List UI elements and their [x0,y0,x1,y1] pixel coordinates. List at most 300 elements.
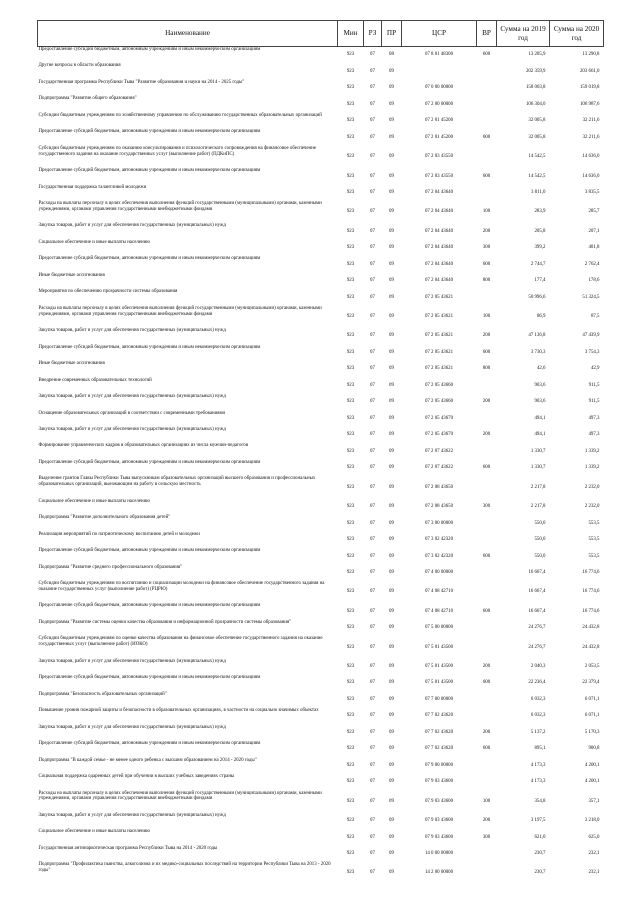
row-csr: 07 2 05 43660 [424,382,454,388]
row-min: 923 [346,589,355,595]
row-vr [477,862,497,884]
row-sum-2020: 16 774,6 [582,570,600,575]
header-pr: ПР [382,21,402,47]
row-min: 923 [346,608,355,614]
row-pr: 09 [389,589,394,595]
row-pr: 09 [389,504,394,510]
row-rz: 07 [370,278,375,284]
row-csr: 07 5 01 43500 [424,644,454,650]
row-pr: 09 [389,537,394,543]
row-pr: 09 [389,663,394,669]
row-sum-2020: 4 200,1 [584,779,600,785]
row-min: 923 [346,696,355,702]
row-csr: 07 2 05 43621 [424,366,454,372]
row-sum-2020: 1 339,2 [584,465,600,471]
row-rz: 07 [370,190,375,195]
row-pr: 09 [389,209,394,215]
row-sum-2020: 3 218,0 [584,818,600,824]
row-rz: 07 [370,746,375,752]
table-row [38,741,604,757]
row-csr: 07 2 01 45200 [424,118,454,124]
row-name: Расходы на выплаты персоналу в целях обеспечения выполнения функций государственными (муниципальными) органами, казенными учреждениями, органами управления государственными внебюджетными фондами [38,305,322,317]
row-min: 923 [346,484,355,490]
row-csr: 14 0 00 00000 [424,851,454,857]
row-sum-2020: 207,1 [588,228,600,234]
row-name: Субсидии бюджетным учреждениям по оценке качества образования на финансовое обеспечение государственного задания на оказание государственных услуг (выполнение работ) (ИОКО) [38,636,323,648]
table-body [38,47,604,885]
row-name: Закупка товаров, работ и услуг для обеспечения государственных (муниципальных) нужд [38,328,226,334]
row-pr: 09 [389,190,394,195]
row-vr [477,289,497,305]
row-sum-2019: 230,7 [534,851,546,857]
row-vr [477,581,497,603]
row-pr: 09 [389,118,394,124]
row-csr: 07 7 02 43620 [424,729,454,735]
row-sum-2019: 16 667,4 [528,589,546,595]
row-sum-2020: 357,1 [588,798,600,804]
row-name: Закупка товаров, работ и услуг для обеспечения государственных (муниципальных) нужд [38,658,226,664]
row-sum-2019: 16 667,4 [528,570,546,575]
row-pr: 09 [389,399,394,405]
row-sum-2019: 621,0 [534,834,546,840]
row-vr: 600 [482,134,491,140]
row-min: 923 [346,465,355,471]
row-pr: 09 [389,154,394,160]
row-min: 923 [346,644,355,650]
row-min: 923 [346,382,355,388]
row-sum-2019: 24 276,7 [528,625,546,631]
header-name: Наименование [38,21,338,47]
table-row [38,273,604,289]
row-min: 923 [346,834,355,840]
row-pr: 09 [389,85,394,91]
row-sum-2019: 32 005,8 [528,134,546,140]
row-vr: 600 [482,52,491,58]
table-row [38,846,604,862]
row-sum-2020: 87,5 [590,314,600,320]
row-sum-2020: 14 636,0 [582,173,600,179]
row-pr: 09 [389,448,394,454]
row-name: Государственная поддержка талантливой молодежи [38,184,147,190]
row-name: Внедрение современных образовательных технологий [38,377,152,383]
row-rz: 07 [370,851,375,857]
row-name: Социальное обеспечение и иные выплаты населению [38,829,150,835]
row-csr: 07 2 05 43670 [424,432,454,438]
row-vr: 200 [482,399,491,405]
row-min: 923 [346,432,355,438]
row-pr: 09 [389,68,394,74]
header-vr: ВР [477,21,497,47]
row-vr: 600 [482,608,491,614]
row-vr: 100 [482,314,491,320]
row-pr: 09 [389,696,394,702]
table-row [38,80,604,96]
row-sum-2020: 159 019,8 [579,85,600,91]
table-row [38,63,604,79]
table-row [38,289,604,305]
row-pr: 09 [389,366,394,372]
row-vr: 200 [482,729,491,735]
row-csr: 07 4 08 42710 [424,608,454,614]
row-sum-2019: 106 304,0 [525,101,546,107]
table-row [38,659,604,675]
row-rz: 07 [370,228,375,234]
row-sum-2020: 553,5 [588,520,600,526]
row-name: Предоставление субсидий бюджетным, автономным учреждениям и иным некоммерческим организациям [38,168,261,174]
row-csr: 07 2 04 43640 [424,278,454,284]
row-name: Закупка товаров, работ и услуг для обеспечения государственных (муниципальных) нужд [38,724,226,730]
row-csr: 14 2 00 00000 [424,870,454,876]
header-rz: РЗ [364,21,382,47]
row-csr: 07 2 00 00000 [424,101,454,107]
row-csr: 07 9 00 00000 [424,762,454,768]
row-sum-2019: 177,4 [534,278,546,284]
row-vr: 600 [482,746,491,752]
row-pr: 09 [389,680,394,686]
row-sum-2019: 14 542,5 [528,173,546,179]
row-vr: 200 [482,432,491,438]
table-row [38,223,604,239]
row-sum-2020: 232,1 [588,851,600,857]
row-csr: 07 9 03 43600 [424,818,454,824]
budget-table [37,20,604,885]
row-pr: 09 [389,818,394,824]
row-pr: 09 [389,382,394,388]
row-min: 923 [346,173,355,179]
row-rz: 07 [370,553,375,559]
table-row [38,113,604,129]
row-vr: 300 [482,834,491,840]
row-csr: 07 2 05 43621 [424,314,454,320]
row-sum-2020: 553,5 [588,537,600,543]
table-row [38,620,604,636]
row-csr: 07 4 00 00000 [424,570,454,575]
row-name: Закупка товаров, работ и услуг для обеспечения государственных (муниципальных) нужд [38,394,226,400]
row-csr: 07 8 01 48300 [424,52,454,58]
row-min: 923 [346,85,355,91]
row-min: 923 [346,190,355,195]
row-sum-2019: 158 003,8 [525,85,546,91]
row-pr: 08 [389,52,394,58]
row-sum-2019: 16 667,4 [528,608,546,614]
table-row [38,603,604,619]
row-sum-2020: 24 432,8 [582,644,600,650]
row-vr [477,636,497,658]
row-pr: 09 [389,465,394,471]
row-rz: 07 [370,625,375,631]
row-vr [477,476,497,498]
header-sum-2019: Сумма на 2019 год [497,21,550,47]
table-row [38,515,604,531]
row-sum-2020: 2 053,5 [584,663,600,669]
row-sum-2019: 550,0 [534,520,546,526]
row-min: 923 [346,209,355,215]
row-csr: 07 2 03 43550 [424,173,454,179]
row-name: Предоставление субсидий бюджетным, автономным учреждениям и иным некоммерческим организациям [38,548,261,554]
row-min: 923 [346,779,355,785]
row-sum-2019: 2 040,3 [530,663,546,669]
row-sum-2020: 553,5 [588,553,600,559]
row-pr: 09 [389,333,394,339]
row-sum-2019: 4 173,3 [530,762,546,768]
row-csr: 07 2 01 45200 [424,134,454,140]
row-vr: 100 [482,798,491,804]
table-row [38,361,604,377]
row-vr [477,96,497,112]
row-vr [477,692,497,708]
row-sum-2019: 50 996,6 [528,294,546,300]
row-name: Иные бюджетные ассигнования [38,361,105,367]
row-min: 923 [346,537,355,543]
table-row [38,829,604,845]
row-vr [477,63,497,79]
row-name: Расходы на выплаты персоналу в целях обеспечения выполнения функций государственными (муниципальными) органами, казенными учреждениями, органами управления государственными внебюджетными фондами [38,790,322,802]
row-sum-2019: 2 744,7 [530,261,546,267]
row-name: Предоставление субсидий бюджетным, автономным учреждениям и иным некоммерческим организациям [38,741,261,747]
row-sum-2020: 911,5 [588,382,600,388]
row-sum-2020: 6 071,1 [584,713,600,719]
row-min: 923 [346,851,355,857]
row-vr: 300 [482,245,491,251]
row-name: Социальное обеспечение и иные выплаты населению [38,498,150,504]
row-sum-2020: 2 232,0 [584,504,600,510]
row-sum-2019: 3 730,3 [530,349,546,355]
row-rz: 07 [370,680,375,686]
row-rz: 07 [370,779,375,785]
row-vr: 300 [482,504,491,510]
row-pr: 09 [389,713,394,719]
row-pr: 09 [389,520,394,526]
row-rz: 07 [370,173,375,179]
row-min: 923 [346,366,355,372]
table-row [38,378,604,394]
row-sum-2020: 22 379,4 [582,680,600,686]
row-sum-2019: 2 217,8 [530,484,546,490]
row-rz: 07 [370,85,375,91]
row-csr: 07 7 00 00000 [424,696,454,702]
row-pr: 09 [389,834,394,840]
row-min: 923 [346,870,355,876]
row-name: Предоставление субсидий бюджетным, автономным учреждениям и иным некоммерческим организациям [38,129,261,135]
row-sum-2019: 494,1 [534,432,546,438]
row-rz: 07 [370,520,375,526]
row-rz: 07 [370,118,375,124]
row-csr: 07 2 07 43622 [424,465,454,471]
row-sum-2020: 3 754,3 [584,349,600,355]
row-sum-2019: 283,9 [534,209,546,215]
row-sum-2020: 232,1 [588,870,600,876]
row-sum-2019: 903,6 [534,399,546,405]
row-sum-2020: 401,8 [588,245,600,251]
table-row [38,240,604,256]
row-rz: 07 [370,68,375,74]
row-csr: 07 2 05 43660 [424,399,454,405]
row-rz: 07 [370,366,375,372]
row-vr [477,708,497,724]
row-csr: 07 3 02 42320 [424,553,454,559]
row-pr: 09 [389,608,394,614]
table-row [38,532,604,548]
row-sum-2019: 903,6 [534,382,546,388]
row-min: 923 [346,746,355,752]
row-pr: 09 [389,851,394,857]
row-min: 923 [346,68,355,74]
row-name: Выделение грантов Главы Республики Тыва выпускникам образовательных организаций высшего образования и профессиональных образовательных организаций, выезжающим на работу в сельскую местность [38,476,316,488]
table-row [38,476,604,498]
row-sum-2019: 6 032,3 [530,696,546,702]
row-csr: 07 5 01 43500 [424,680,454,686]
row-vr [477,565,497,581]
row-vr [477,515,497,531]
row-csr [402,63,477,79]
row-min: 923 [346,245,355,251]
table-row [38,345,604,361]
row-pr: 09 [389,484,394,490]
row-min: 923 [346,101,355,107]
table-header-row [38,21,604,47]
table-row [38,791,604,813]
row-rz: 07 [370,663,375,669]
table-row [38,129,604,145]
row-rz: 07 [370,415,375,421]
row-min: 923 [346,798,355,804]
row-csr: 07 9 03 43600 [424,834,454,840]
row-vr: 200 [482,663,491,669]
row-csr: 07 2 04 43640 [424,228,454,234]
row-sum-2019: 494,1 [534,415,546,421]
row-vr [477,774,497,790]
table-row [38,411,604,427]
row-sum-2019: 3 811,0 [531,190,546,195]
table-row [38,675,604,691]
row-rz: 07 [370,294,375,300]
row-vr: 600 [482,261,491,267]
row-min: 923 [346,294,355,300]
row-csr: 07 7 02 43620 [424,713,454,719]
row-vr [477,185,497,201]
row-min: 923 [346,118,355,124]
row-rz: 07 [370,209,375,215]
row-sum-2020: 4 200,1 [584,762,600,768]
row-name: Подпрограмма "Безопасность образовательных организаций" [38,691,167,697]
row-name: Подпрограмма "Развитие среднего профессионального образования" [38,564,183,570]
row-name: Оснащение образовательных организаций в соответствии с современными требованиями [38,410,226,416]
row-pr: 09 [389,278,394,284]
row-rz: 07 [370,314,375,320]
table-row [38,460,604,476]
row-vr [477,620,497,636]
row-min: 923 [346,762,355,768]
row-rz: 07 [370,504,375,510]
table-row [38,443,604,459]
row-pr: 09 [389,553,394,559]
row-vr: 600 [482,173,491,179]
row-sum-2020: 911,5 [588,399,600,405]
row-csr: 07 5 00 00000 [424,625,454,631]
row-sum-2019: 550,0 [534,553,546,559]
row-pr: 09 [389,570,394,575]
row-csr: 07 2 05 43621 [424,333,454,339]
row-sum-2020: 1 339,2 [584,448,600,454]
table-row [38,636,604,658]
row-sum-2020: 16 774,6 [582,608,600,614]
row-sum-2019: 1 330,7 [530,448,546,454]
row-sum-2020: 203 661,0 [579,68,600,74]
row-vr: 600 [482,680,491,686]
row-name: Подпрограмма "В каждой семье - не менее одного ребенка с высшим образованием на 2014 - 2020 годы" [38,757,257,763]
row-rz: 07 [370,333,375,339]
row-name: Подпрограмма "Развитие дополнительного образования детей" [38,515,171,521]
row-sum-2019: 14 542,5 [528,154,546,160]
row-rz: 07 [370,432,375,438]
row-sum-2020: 42,9 [590,366,600,372]
row-name: Формирование управленческих кадров в образовательных организациях из числа мужчин-педагогов [38,443,249,449]
row-pr: 09 [389,746,394,752]
row-rz: 07 [370,154,375,160]
row-vr: 600 [482,465,491,471]
row-min: 923 [346,818,355,824]
row-pr: 09 [389,134,394,140]
row-sum-2020: 14 636,0 [582,154,600,160]
table-row [38,146,604,168]
row-vr: 600 [482,553,491,559]
row-sum-2020: 6 071,1 [584,696,600,702]
row-name: Социальное обеспечение и иные выплаты населению [38,239,150,245]
row-vr: 200 [482,228,491,234]
row-name: Подпрограмма "Развитие системы оценки качества образования и информационной прозрачности системы образования" [38,619,292,625]
table-row [38,394,604,410]
row-sum-2019: 5 137,2 [530,729,546,735]
row-sum-2020: 32 211,6 [582,134,600,140]
row-rz: 07 [370,134,375,140]
row-sum-2020: 497,3 [588,415,600,421]
row-csr: 07 7 02 43620 [424,746,454,752]
row-sum-2020: 32 211,6 [582,118,600,124]
table-row [38,328,604,344]
row-sum-2019: 202 359,9 [525,68,546,74]
row-rz: 07 [370,818,375,824]
row-name: Закупка товаров, работ и услуг для обеспечения государственных (муниципальных) нужд [38,427,226,432]
row-name: Подпрограмма "Развитие общего образования" [38,96,137,102]
row-name: Предоставление субсидий бюджетным, автономным учреждениям и иным некоммерческим организациям [38,603,261,609]
row-vr [477,758,497,774]
table-row [38,201,604,223]
row-name: Предоставление субсидий бюджетным, автономным учреждениям и иным некоммерческим организациям [38,256,261,262]
row-sum-2020: 285,7 [588,209,600,215]
row-min: 923 [346,680,355,686]
row-sum-2020: 497,3 [588,432,600,438]
table-row [38,499,604,515]
row-sum-2019: 230,7 [534,870,546,876]
row-sum-2020: 900,8 [588,746,600,752]
row-csr: 07 4 08 42710 [424,589,454,595]
row-min: 923 [346,314,355,320]
row-name: Другие вопросы в области образования [38,63,121,69]
row-min: 923 [346,399,355,405]
row-name: Предоставление субсидий бюджетным, автономным учреждениям и иным некоммерческим организациям [38,675,261,681]
row-rz: 07 [370,834,375,840]
row-csr: 07 3 02 42320 [424,537,454,543]
table-row [38,581,604,603]
row-sum-2020: 16 774,6 [582,589,600,595]
header-sum-2020: Сумма на 2020 год [550,21,604,47]
row-min: 923 [346,415,355,421]
row-sum-2019: 3 197,5 [530,818,546,824]
row-pr: 09 [389,729,394,735]
row-name: Субсидии бюджетным учреждениям по воспитанию и социализации молодежи на финансовое обеспечение государственного задания на оказание государственных услуг (выполнение работ) (РЦРЮ) [38,581,325,592]
row-sum-2020: 47 439,9 [582,333,600,339]
row-name: Социальная поддержка одаренных детей при обучении в высших учебных заведениях страны [38,774,235,780]
